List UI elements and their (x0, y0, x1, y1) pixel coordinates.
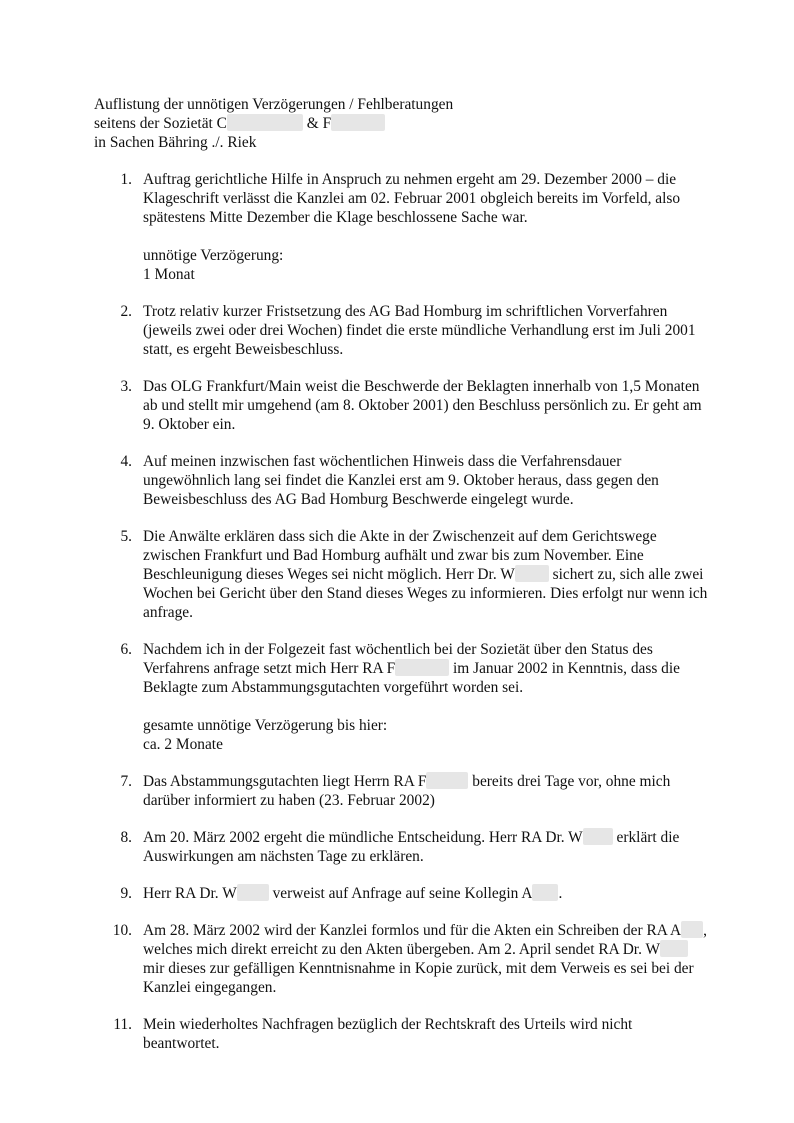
list-item (0, 921, 794, 997)
list-item-text-a: Herr RA Dr. W (143, 885, 237, 902)
list-item-text-a: Am 28. März 2002 wird der Kanzlei formlos und für die Akten ein Schreiben der RA A (143, 922, 682, 939)
list-item-number: 10. (112, 922, 132, 939)
list-item-number: 5. (120, 528, 132, 545)
list-item-number: 3. (120, 378, 132, 395)
list-item-text (143, 640, 708, 697)
list-item-number: 1. (120, 171, 132, 188)
redaction-box (237, 884, 269, 901)
list-item-number: 6. (120, 641, 132, 658)
list-item-text-b: , welches mich direkt erreicht zu den Akten übergeben. Am 2. April sendet RA Dr. W (143, 922, 707, 958)
header-firm-line (94, 114, 714, 133)
header-case-line: in Sachen Bähring ./. Riek (94, 134, 257, 151)
list-item-text-b: sichert zu, sich alle zwei Wochen bei Gericht über den Stand dieses Weges zu informieren. Dies erfolgt nur wenn ich anfrage. (143, 566, 708, 621)
list-item-text (143, 921, 708, 997)
list-item (0, 640, 794, 754)
list-item-text-b: im Januar 2002 in Kenntnis, dass die Beklagte zum Abstammungsgutachten vorgeführt worden sei. (143, 660, 680, 696)
list-item-number: 8. (120, 829, 132, 846)
list-item (0, 377, 794, 434)
list-item-number: 4. (120, 453, 132, 470)
list-item-text (143, 527, 708, 622)
redaction-box (515, 565, 549, 582)
delay-note-label: unnötige Verzögerung: (143, 247, 284, 264)
header-firm-text-b: & F (306, 115, 332, 132)
list-item-text (143, 828, 708, 866)
list-item-text (143, 884, 708, 903)
list-item-text: Das OLG Frankfurt/Main weist die Beschwerde der Beklagten innerhalb von 1,5 Monaten ab und stellt mir umgehend (am 8. Oktober 2001) den Beschluss persönlich zu. Er geht am 9. Oktober ein. (143, 378, 702, 433)
list-item-text-b: erklärt die Auswirkungen am nächsten Tage zu erklären. (143, 829, 680, 865)
list-item (0, 452, 794, 509)
list-item (0, 170, 794, 284)
delay-note-value: 1 Monat (143, 266, 195, 283)
list-item-text-a: Am 20. März 2002 ergeht die mündliche Entscheidung. Herr RA Dr. W (143, 829, 583, 846)
list-item-text (143, 772, 708, 810)
list-item-text-a: Die Anwälte erklären dass sich die Akte in der Zwischenzeit auf dem Gerichtswege zwischen Frankfurt und Bad Homburg aufhält und zwar bis zum November. Eine Beschleunigung dieses Weges sei nicht möglich. Herr Dr. W (143, 528, 657, 583)
list-item-text: Trotz relativ kurzer Fristsetzung des AG Bad Homburg im schriftlichen Vorverfahren (jeweils zwei oder drei Wochen) findet die erste mündliche Verhandlung erst im Juli 2001 statt, es ergeht Beweisbeschluss. (143, 303, 696, 358)
list-item (0, 828, 794, 866)
list-item-text: Mein wiederholtes Nachfragen bezüglich der Rechtskraft des Urteils wird nicht beantwortet. (143, 1016, 633, 1052)
list-item-text-c: . (558, 885, 563, 902)
list-item-text: Auftrag gerichtliche Hilfe in Anspruch zu nehmen ergeht am 29. Dezember 2000 – die Klageschrift verlässt die Kanzlei am 02. Februar 2001 obgleich bereits im Vorfeld, also spätestens Mitte Dezember die Klage beschlossene Sache war. (143, 171, 681, 226)
delay-note-label: gesamte unnötige Verzögerung bis hier: (143, 717, 388, 734)
list-item-text-a: Das Abstammungsgutachten liegt Herrn RA F (143, 773, 427, 790)
list-item-text: Auf meinen inzwischen fast wöchentlichen Hinweis dass die Verfahrensdauer ungewöhnlich lang sei findet die Kanzlei erst am 9. Oktober heraus, dass gegen den Beweisbeschluss des AG Bad Homburg Beschwerde eingelegt wurde. (143, 453, 659, 508)
document-header (94, 95, 714, 152)
delay-list (0, 170, 794, 1071)
header-firm-text-a: seitens der Sozietät C (94, 115, 227, 132)
list-item-number: 2. (120, 303, 132, 320)
list-item-text-c: mir dieses zur gefälligen Kenntnisnahme in Kopie zurück, mit dem Verweis es sei bei der Kanzlei eingegangen. (143, 960, 694, 996)
list-item (0, 302, 794, 359)
redaction-box (395, 659, 449, 676)
redaction-box (583, 828, 613, 845)
list-item (0, 527, 794, 622)
redaction-box (227, 114, 303, 131)
delay-note-value: ca. 2 Monate (143, 736, 223, 753)
redaction-box (426, 772, 468, 789)
redaction-box (660, 940, 688, 957)
list-item (0, 884, 794, 903)
list-item-number: 7. (120, 773, 132, 790)
redaction-box (681, 921, 703, 938)
list-item-text-a: Nachdem ich in der Folgezeit fast wöchentlich bei der Sozietät über den Status des Verfahrens anfrage setzt mich Herr RA F (143, 641, 653, 677)
list-item-text-b: verweist auf Anfrage auf seine Kollegin A (268, 885, 533, 902)
list-item-number: 9. (120, 885, 132, 902)
header-title: Auflistung der unnötigen Verzögerungen / Fehlberatungen (94, 96, 454, 113)
list-item (0, 1015, 794, 1053)
list-item-text-b: bereits drei Tage vor, ohne mich darüber informiert zu haben (23. Februar 2002) (143, 773, 671, 809)
list-item (0, 772, 794, 810)
list-item-number: 11. (113, 1016, 132, 1033)
redaction-box (532, 884, 558, 901)
redaction-box (331, 114, 385, 131)
